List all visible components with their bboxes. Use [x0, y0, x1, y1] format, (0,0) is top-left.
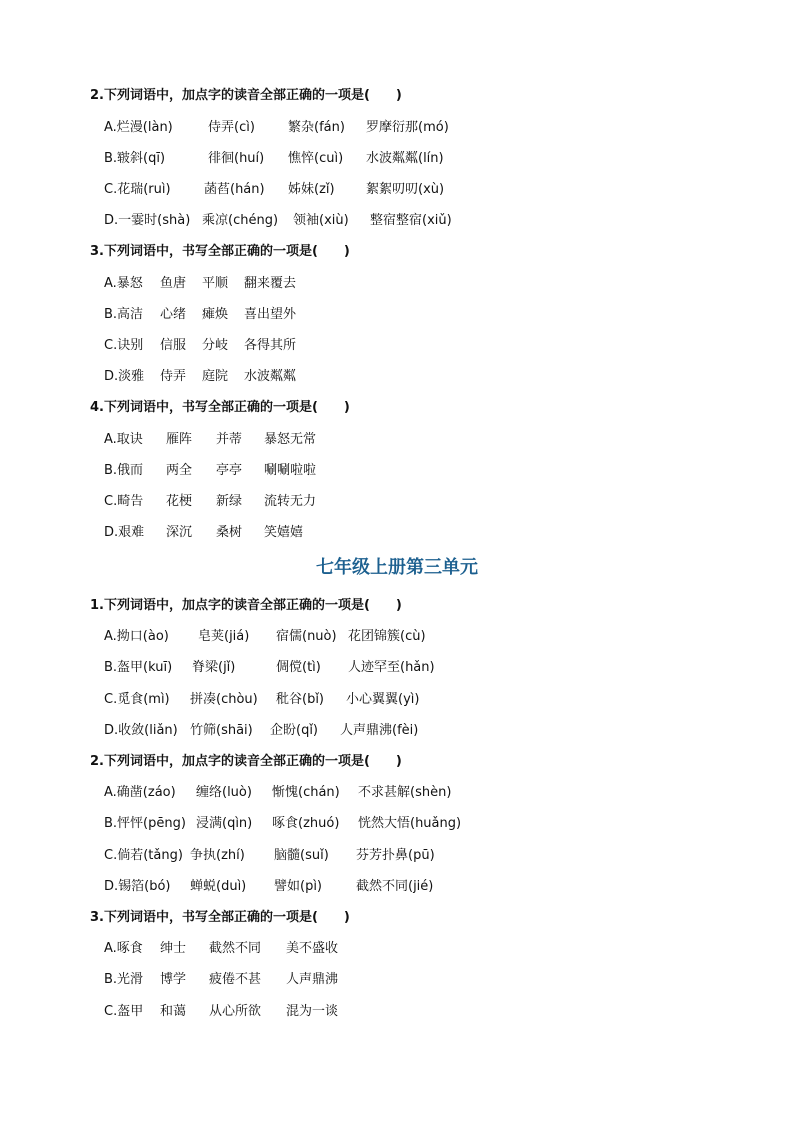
option-item: 瘫焕	[202, 307, 229, 322]
option-item: A.确凿(záo)	[104, 785, 176, 800]
option-item: 水波粼粼	[244, 369, 297, 384]
option-item: 争执(zhí)	[190, 848, 245, 863]
option-item: 两全	[166, 463, 193, 478]
option-item: 徘徊(huí)	[208, 151, 265, 166]
option-item: D.淡雅	[104, 369, 145, 384]
option-item: 小心翼翼(yì)	[346, 692, 420, 707]
option-item: 秕谷(bǐ)	[276, 692, 325, 707]
option-item: 繁杂(fán)	[288, 120, 345, 135]
option-item: 唰唰啦啦	[264, 463, 317, 478]
option-item: 博学	[160, 972, 187, 987]
option-item: C.倘若(tǎng)	[104, 848, 183, 863]
option-item: B.皲斜(qī)	[104, 151, 166, 166]
option-item: 缠络(luò)	[196, 785, 252, 800]
option-item: 水波粼粼(lín)	[366, 151, 444, 166]
option-item: 流转无力	[264, 494, 317, 509]
option-item: C.花瑞(ruì)	[104, 182, 171, 197]
option-item: C.畸告	[104, 494, 144, 509]
option-item: 桑树	[216, 525, 243, 540]
option-item: 芬芳扑鼻(pū)	[356, 848, 435, 863]
option-item: 心绪	[160, 307, 187, 322]
option-item: 絮絮叨叨(xù)	[366, 182, 445, 197]
option-item: 雁阵	[166, 432, 193, 447]
option-item: 绅士	[160, 941, 187, 956]
option-item: 譬如(pì)	[274, 879, 323, 894]
option-item: D.一霎时(shà)	[104, 213, 191, 228]
option-item: B.光滑	[104, 972, 144, 987]
option-item: A.暴怒	[104, 276, 143, 291]
option-item: 暴怒无常	[264, 432, 317, 447]
option-item: B.高洁	[104, 307, 144, 322]
option-item: 侍弄(cì)	[208, 120, 255, 135]
option-item: 姊妹(zǐ)	[288, 182, 335, 197]
option-item: A.啄食	[104, 941, 143, 956]
option-item: 信服	[160, 338, 187, 353]
option-item: C.觅食(mì)	[104, 692, 170, 707]
option-item: 新绿	[216, 494, 243, 509]
option-item: 截然不同	[209, 941, 262, 956]
option-item: 各得其所	[244, 338, 297, 353]
option-item: 美不盛收	[286, 941, 339, 956]
option-item: 和蔼	[160, 1004, 187, 1019]
question-title: 1.下列词语中，加点字的读音全部正确的一项是( )	[90, 598, 402, 613]
option-item: 领袖(xiù)	[293, 213, 349, 228]
question-title: 2.下列词语中，加点字的读音全部正确的一项是( )	[90, 754, 402, 769]
option-item: 翻来覆去	[244, 276, 297, 291]
option-item: 疲倦不甚	[209, 972, 262, 987]
question-title: 3.下列词语中，书写全部正确的一项是( )	[90, 244, 350, 259]
option-item: A.烂漫(làn)	[104, 120, 173, 135]
option-item: 亭亭	[216, 463, 243, 478]
option-item: 人声鼎沸	[286, 972, 339, 987]
option-item: C.盔甲	[104, 1004, 144, 1019]
option-item: 庭院	[202, 369, 229, 384]
option-item: 罗摩衍那(mó)	[366, 120, 449, 135]
option-item: 整宿整宿(xiǔ)	[370, 213, 452, 228]
option-item: 憔悴(cuì)	[288, 151, 344, 166]
question-title: 4.下列词语中，书写全部正确的一项是( )	[90, 400, 350, 415]
option-item: C.诀别	[104, 338, 144, 353]
section-heading: 七年级上册第三单元	[316, 557, 478, 578]
option-item: B.俄而	[104, 463, 144, 478]
option-item: 人声鼎沸(fèi)	[340, 723, 419, 738]
option-item: A.拗口(ào)	[104, 629, 169, 644]
option-item: 皂荚(jiá)	[198, 629, 250, 644]
option-item: 脑髓(suǐ)	[274, 848, 329, 863]
option-item: 鱼唐	[160, 276, 187, 291]
option-item: 深沉	[166, 525, 193, 540]
option-item: 脊梁(jǐ)	[192, 660, 236, 675]
option-item: 截然不同(jié)	[356, 879, 434, 894]
option-item: 惭愧(chán)	[272, 785, 340, 800]
option-item: 倜傥(tì)	[276, 660, 321, 675]
option-item: A.取诀	[104, 432, 143, 447]
option-item: 笑嬉嬉	[264, 525, 304, 540]
question-title: 2.下列词语中，加点字的读音全部正确的一项是( )	[90, 88, 402, 103]
option-item: 从心所欲	[209, 1004, 262, 1019]
option-item: 恍然大悟(huǎng)	[358, 816, 462, 831]
option-item: D.艰难	[104, 525, 145, 540]
option-item: B.怦怦(pēng)	[104, 816, 186, 831]
option-item: D.锡箔(bó)	[104, 879, 171, 894]
option-item: 啄食(zhuó)	[272, 816, 340, 831]
option-item: 花梗	[166, 494, 193, 509]
option-item: 乘凉(chéng)	[202, 213, 279, 228]
option-item: 侍弄	[160, 369, 187, 384]
option-item: 花团锦簇(cù)	[348, 629, 426, 644]
option-item: 分岐	[202, 338, 229, 353]
question-title: 3.下列词语中，书写全部正确的一项是( )	[90, 910, 350, 925]
option-item: 混为一谈	[286, 1004, 339, 1019]
option-item: D.收敛(liǎn)	[104, 723, 178, 738]
option-item: 平顺	[202, 276, 229, 291]
option-item: 宿儒(nuò)	[276, 629, 337, 644]
option-item: B.盔甲(kuī)	[104, 660, 173, 675]
option-item: 菡萏(hán)	[204, 182, 265, 197]
option-item: 竹筛(shāi)	[190, 723, 253, 738]
option-item: 企盼(qǐ)	[270, 723, 319, 738]
option-item: 浸满(qìn)	[196, 816, 253, 831]
option-item: 并蒂	[216, 432, 243, 447]
option-item: 不求甚解(shèn)	[358, 785, 452, 800]
option-item: 人迹罕至(hǎn)	[348, 660, 435, 675]
option-item: 喜出望外	[244, 307, 297, 322]
option-item: 蝉蜕(duì)	[190, 879, 247, 894]
option-item: 拼凑(chòu)	[190, 692, 258, 707]
